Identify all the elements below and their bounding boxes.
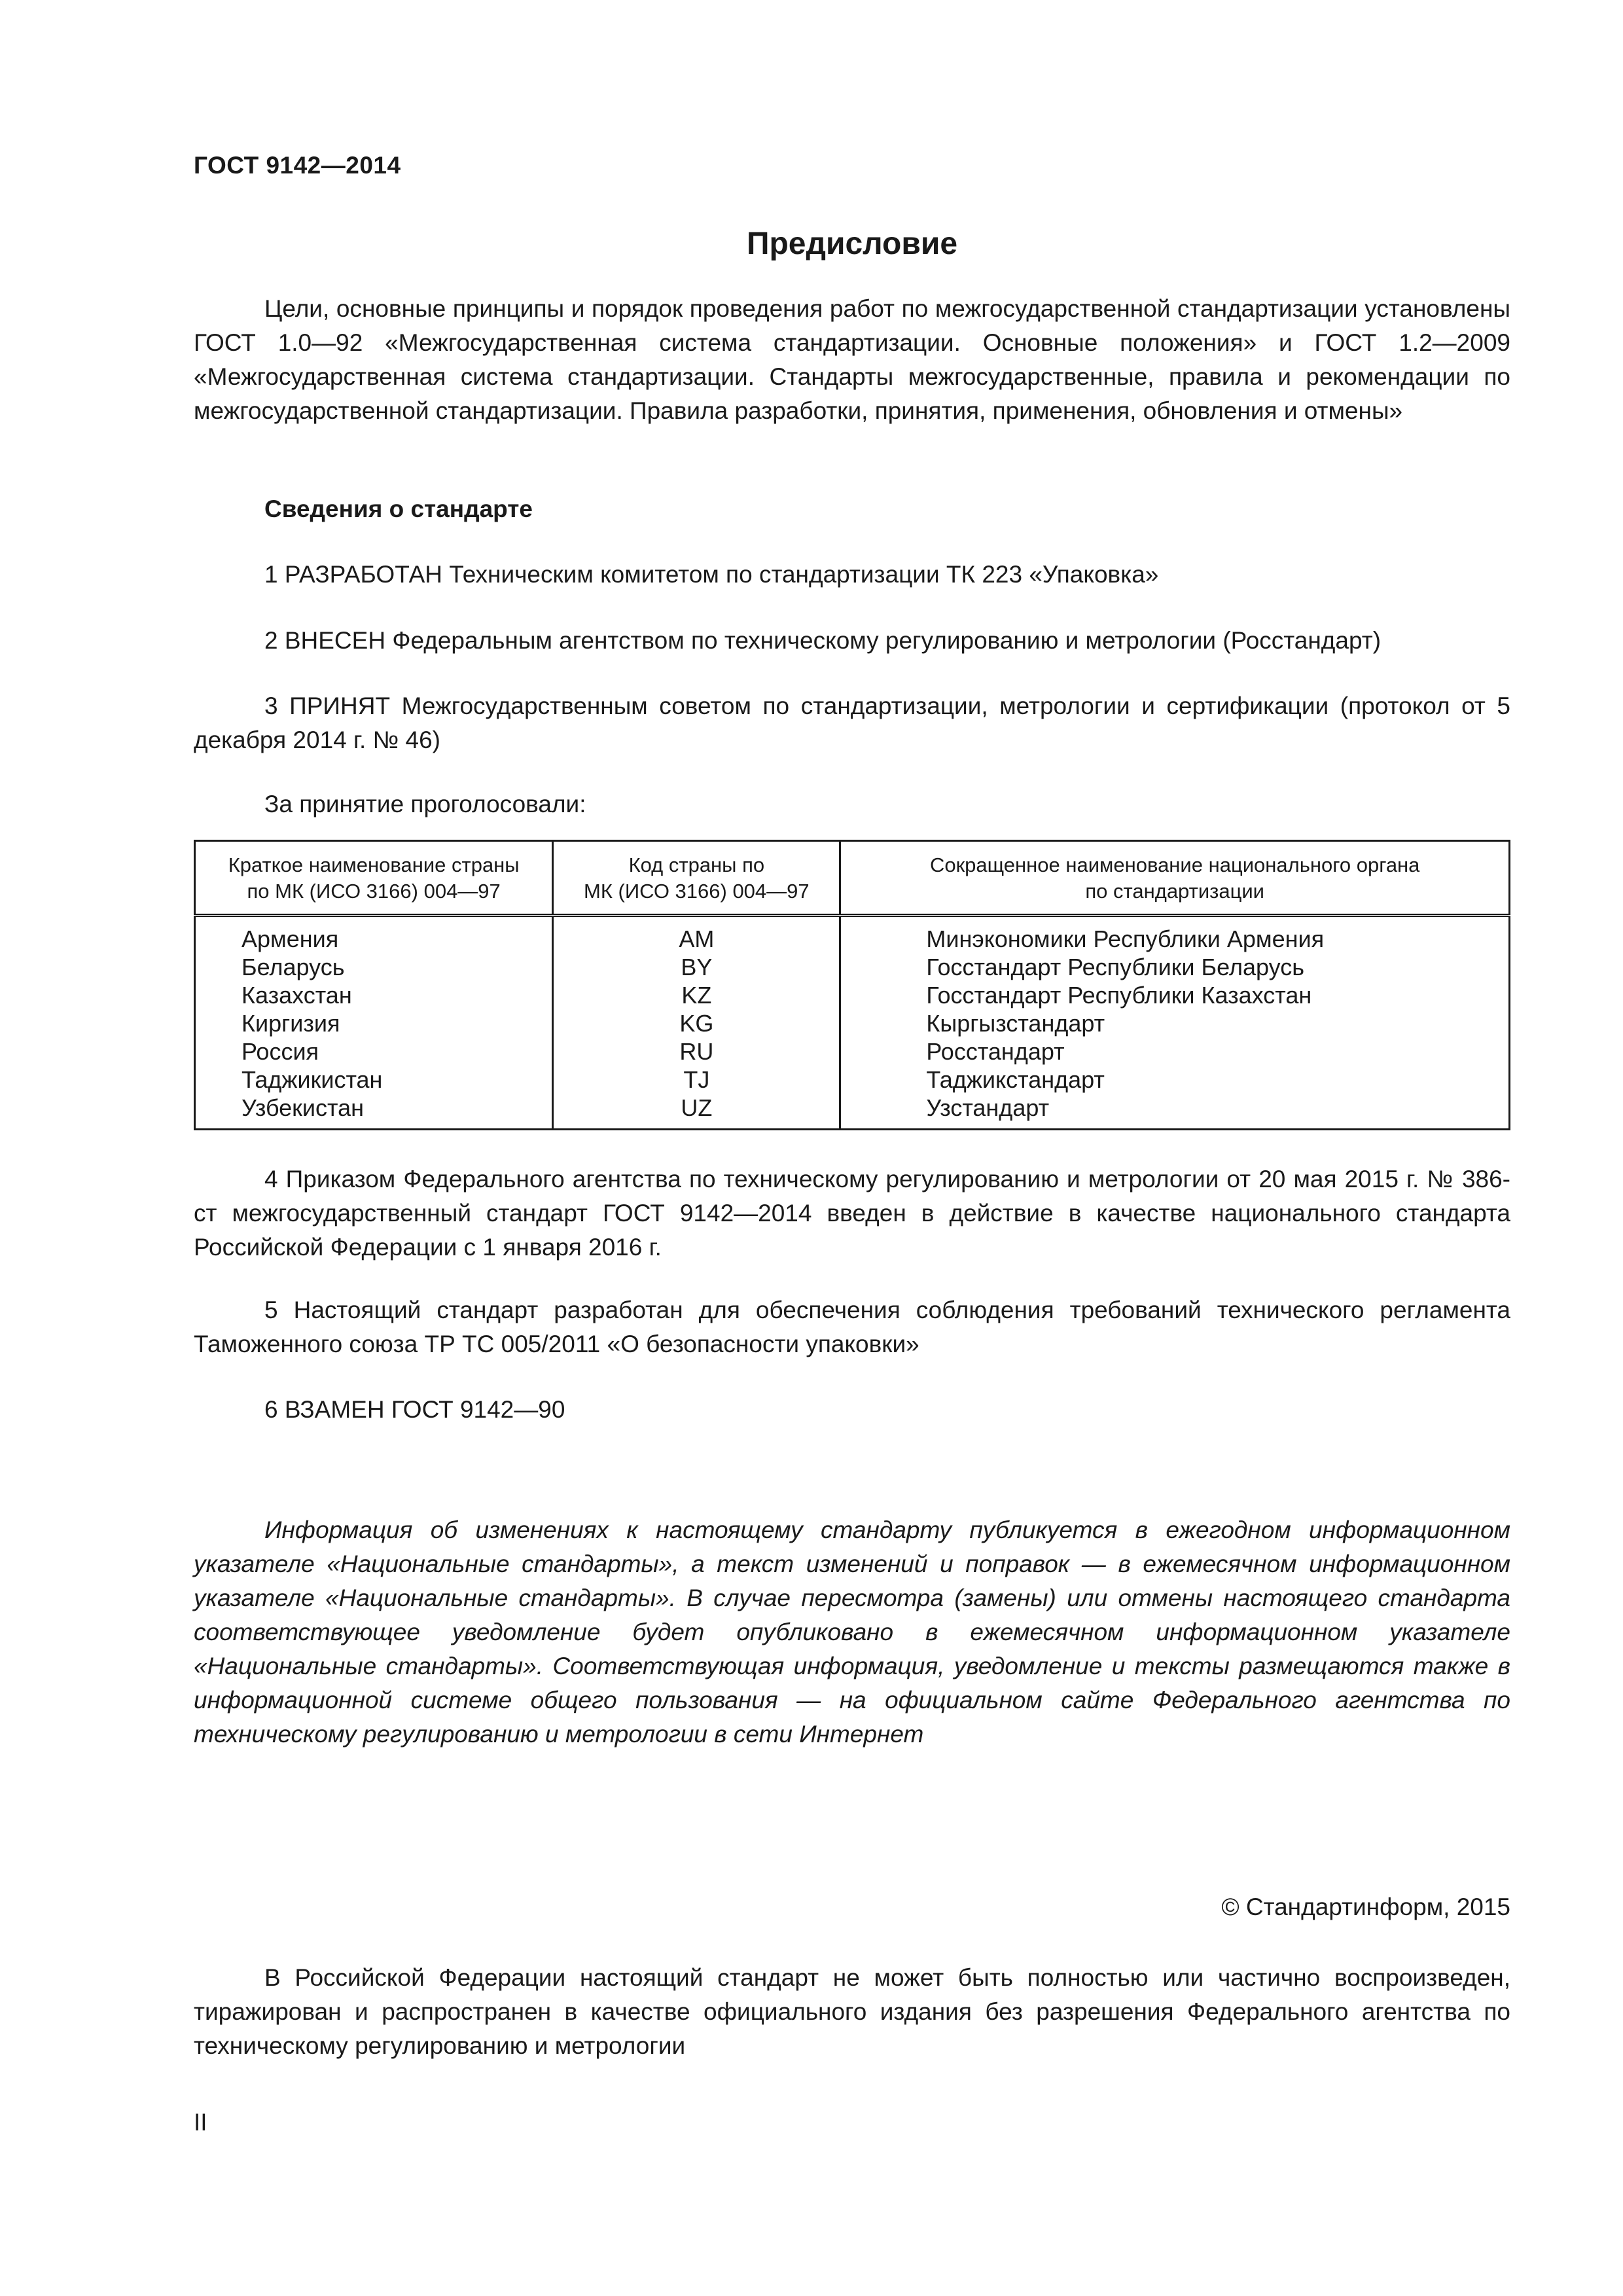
cell-country: Россия bbox=[195, 1037, 553, 1066]
cell-country: Казахстан bbox=[195, 981, 553, 1009]
table-row bbox=[195, 981, 1510, 1009]
cell-code: RU bbox=[553, 1037, 840, 1066]
cell-org: Узстандарт bbox=[840, 1094, 1510, 1130]
table-row bbox=[195, 1094, 1510, 1130]
item-6: 6 ВЗАМЕН ГОСТ 9142—90 bbox=[264, 1396, 565, 1423]
table-row bbox=[195, 953, 1510, 981]
reproduction-notice: В Российской Федерации настоящий стандарт не может быть полностью или частично воспроизведен, тиражирован и распространен в качестве официального издания без разрешения Федерального агентства по техническому регулированию и метрологии bbox=[194, 1964, 1510, 2059]
info-notice: Информация об изменениях к настоящему стандарту публикуется в ежегодном информационном указателе «Национальные стандарты», а текст изменений и поправок — в ежемесячном информационном указателе «Национальные стандарты». В случае пересмотра (замены) или отмены настоящего стандарта соответствующее уведомление будет опубликовано в ежемесячном информационном указателе «Национальные стандарты». Соответствующая информация, уведомление и тексты размещаются также в информационной системе общего пользования — на официальном сайте Федерального агентства по техническому регулированию и метрологии в сети Интернет bbox=[194, 1516, 1510, 1748]
document-page bbox=[194, 0, 1510, 2296]
cell-org: Минэкономики Республики Армения bbox=[840, 916, 1510, 954]
cell-org: Таджикстандарт bbox=[840, 1066, 1510, 1094]
cell-code: UZ bbox=[553, 1094, 840, 1130]
cell-code: KG bbox=[553, 1009, 840, 1037]
table-row bbox=[195, 1037, 1510, 1066]
header-country: Краткое наименование страны по МК (ИСО 3166) 004—97 bbox=[195, 841, 553, 916]
copyright: © Стандартинформ, 2015 bbox=[1221, 1893, 1510, 1920]
cell-country: Киргизия bbox=[195, 1009, 553, 1037]
table-row bbox=[195, 1009, 1510, 1037]
cell-org: Росстандарт bbox=[840, 1037, 1510, 1066]
voting-table bbox=[194, 840, 1510, 1130]
table-header-row bbox=[195, 841, 1510, 916]
page-number: II bbox=[194, 2109, 207, 2136]
cell-country: Армения bbox=[195, 916, 553, 954]
item-4: 4 Приказом Федерального агентства по техническому регулированию и метрологии от 20 мая 2015 г. № 386-ст межгосударственный стандарт ГОСТ 9142—2014 введен в действие в качестве национального стандарта Российской Федерации с 1 января 2016 г. bbox=[194, 1166, 1510, 1261]
cell-org: Госстандарт Республики Беларусь bbox=[840, 953, 1510, 981]
cell-country: Таджикистан bbox=[195, 1066, 553, 1094]
cell-code: AM bbox=[553, 916, 840, 954]
voted-label: За принятие проголосовали: bbox=[264, 791, 586, 817]
cell-code: BY bbox=[553, 953, 840, 981]
intro-paragraph: Цели, основные принципы и порядок проведения работ по межгосударственной стандартизации установлены ГОСТ 1.0—92 «Межгосударственная система стандартизации. Основные положения» и ГОСТ 1.2—2009 «Межгосударственная система стандартизации. Стандарты межгосударственные, правила и рекомендации по межгосударственной стандартизации. Правила разработки, принятия, применения, обновления и отмены» bbox=[194, 295, 1510, 424]
cell-code: TJ bbox=[553, 1066, 840, 1094]
cell-country: Узбекистан bbox=[195, 1094, 553, 1130]
item-1: 1 РАЗРАБОТАН Техническим комитетом по стандартизации ТК 223 «Упаковка» bbox=[264, 561, 1159, 588]
item-2: 2 ВНЕСЕН Федеральным агентством по техническому регулированию и метрологии (Росстандарт) bbox=[264, 627, 1382, 654]
cell-org: Госстандарт Республики Казахстан bbox=[840, 981, 1510, 1009]
cell-org: Кыргызстандарт bbox=[840, 1009, 1510, 1037]
header-code: Код страны по МК (ИСО 3166) 004—97 bbox=[553, 841, 840, 916]
item-5: 5 Настоящий стандарт разработан для обеспечения соблюдения требований технического регламента Таможенного союза ТР ТС 005/2011 «О безопасности упаковки» bbox=[194, 1297, 1510, 1357]
document-code: ГОСТ 9142—2014 bbox=[194, 152, 401, 179]
cell-country: Беларусь bbox=[195, 953, 553, 981]
header-org: Сокращенное наименование национального органа по стандартизации bbox=[840, 841, 1510, 916]
cell-code: KZ bbox=[553, 981, 840, 1009]
table-row bbox=[195, 1066, 1510, 1094]
section-heading: Сведения о стандарте bbox=[264, 495, 533, 522]
table-row bbox=[195, 916, 1510, 954]
page-title: Предисловие bbox=[746, 226, 958, 261]
item-3: 3 ПРИНЯТ Межгосударственным советом по стандартизации, метрологии и сертификации (протокол от 5 декабря 2014 г. № 46) bbox=[194, 692, 1510, 753]
